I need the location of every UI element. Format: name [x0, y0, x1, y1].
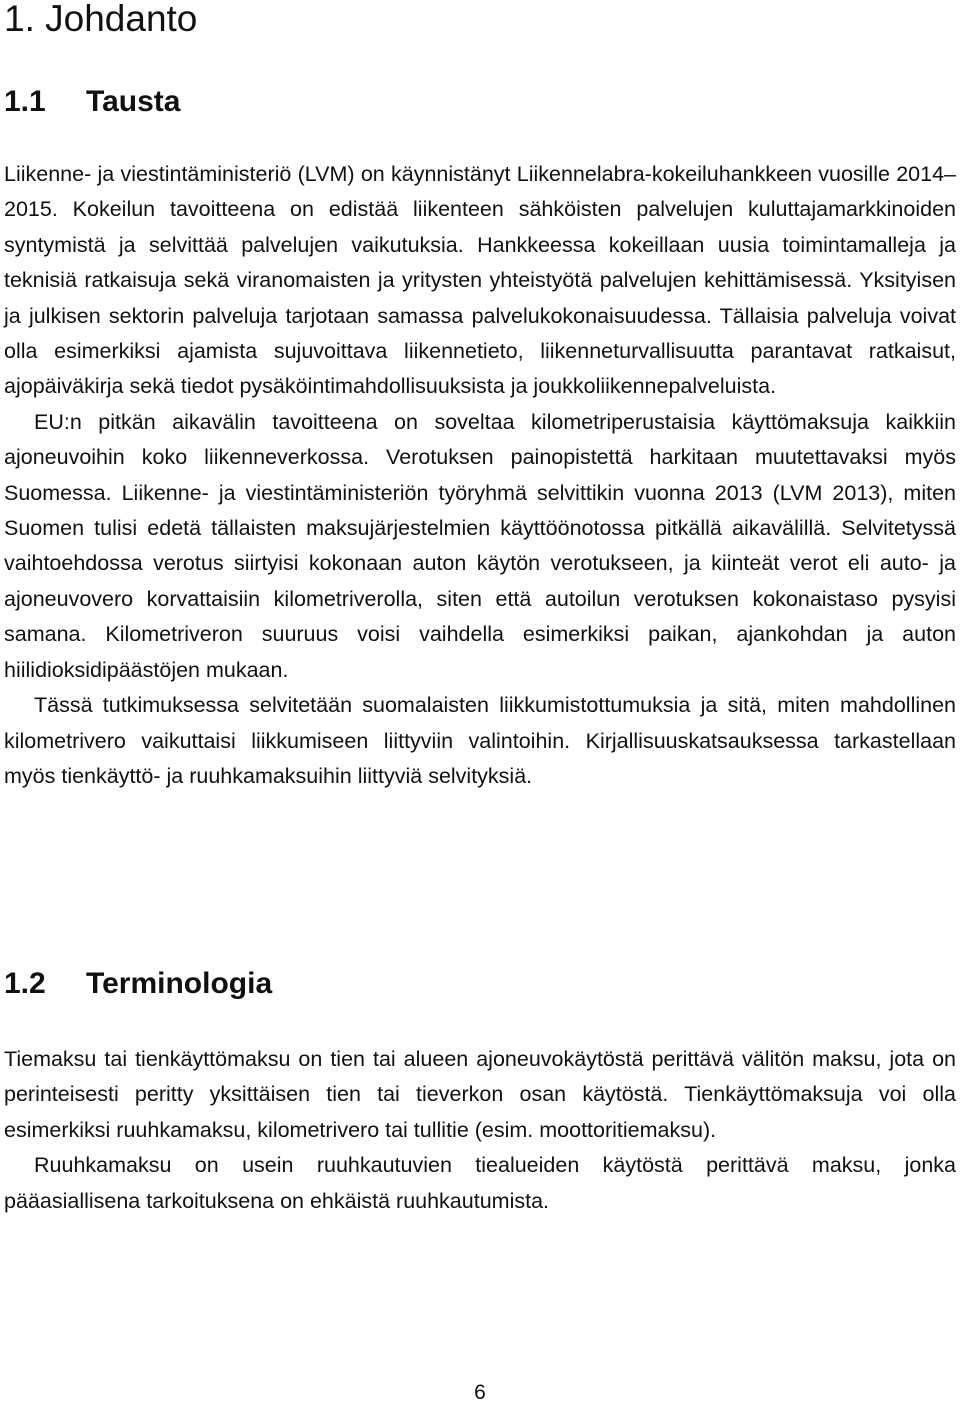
section-title: Tausta — [86, 85, 181, 118]
paragraph: Ruuhkamaksu on usein ruuhkautuvien tiealueiden käytöstä perittävä maksu, jonka pääasiallisena tarkoituksena on ehkäistä ruuhkautumista. — [4, 1153, 956, 1213]
section-heading-tausta — [4, 84, 180, 120]
page-number: 6 — [474, 1381, 486, 1404]
section-heading-terminologia — [4, 966, 272, 1002]
chapter-heading: 1. Johdanto — [4, 0, 198, 39]
paragraph: Liikenne- ja viestintäministeriö (LVM) on käynnistänyt Liikennelabra-kokeiluhankkeen vuosille 2014–2015. Kokeilun tavoitteena on edistää liikenteen sähköisten palvelujen kuluttajamarkkinoiden syntymistä ja selvittää palvelujen vaikutuksia. Hankkeessa kokeillaan uusia toimintamalleja ja teknisiä ratkaisuja sekä viranomaisten ja yritysten yhteistyötä palvelujen kehittämisessä. Yksityisen ja julkisen sektorin palveluja tarjotaan samassa palvelukokonaisuudessa. Tällaisia palveluja voivat olla esimerkiksi ajamista sujuvoittava liikennetieto, liikenneturvallisuutta parantavat ratkaisut, ajopäiväkirja sekä tiedot pysäköintimahdollisuuksista ja joukkoliikennepalveluista. — [4, 162, 956, 399]
section-body-terminologia — [4, 1042, 956, 1219]
section-body-tausta — [4, 157, 956, 794]
paragraph: Tässä tutkimuksessa selvitetään suomalaisten liikkumistottumuksia ja sitä, miten mahdollinen kilometrivero vaikuttaisi liikkumiseen liittyviin valintoihin. Kirjallisuuskatsauksessa tarkastellaan myös tienkäyttö- ja ruuhkamaksuihin liittyviä selvityksiä. — [4, 693, 956, 788]
paragraph: EU:n pitkän aikavälin tavoitteena on soveltaa kilometriperustaisia käyttömaksuja kaikkiin ajoneuvoihin koko liikenneverkossa. Verotuksen painopistettä harkitaan muutettavaksi myös Suomessa. Liikenne- ja viestintäministeriön työryhmä selvittikin vuonna 2013 (LVM 2013), miten Suomen tulisi edetä tällaisten maksujärjestelmien käyttöönotossa pitkällä aikavälillä. Selvitetyssä vaihtoehdossa verotus siirtyisi kokonaan auton käytön verotukseen, ja kiinteät verot eli auto- ja ajoneuvovero korvattaisiin kilometriverolla, siten että autoilun verotuksen kokonaistaso pysyisi samana. Kilometriveron suuruus voisi vaihdella esimerkiksi paikan, ajankohdan ja auton hiilidioksidipäästöjen mukaan. — [4, 409, 956, 682]
paragraph: Tiemaksu tai tienkäyttömaksu on tien tai alueen ajoneuvokäytöstä perittävä välitön maksu, jota on perinteisesti peritty yksittäisen tien tai tieverkon osan käytöstä. Tienkäyttömaksuja voi olla esimerkiksi ruuhkamaksu, kilometrivero tai tullitie (esim. moottoritiemaksu). — [4, 1047, 956, 1142]
section-number: 1.1 — [4, 85, 46, 118]
section-title: Terminologia — [86, 967, 273, 1000]
section-number: 1.2 — [4, 967, 46, 1000]
